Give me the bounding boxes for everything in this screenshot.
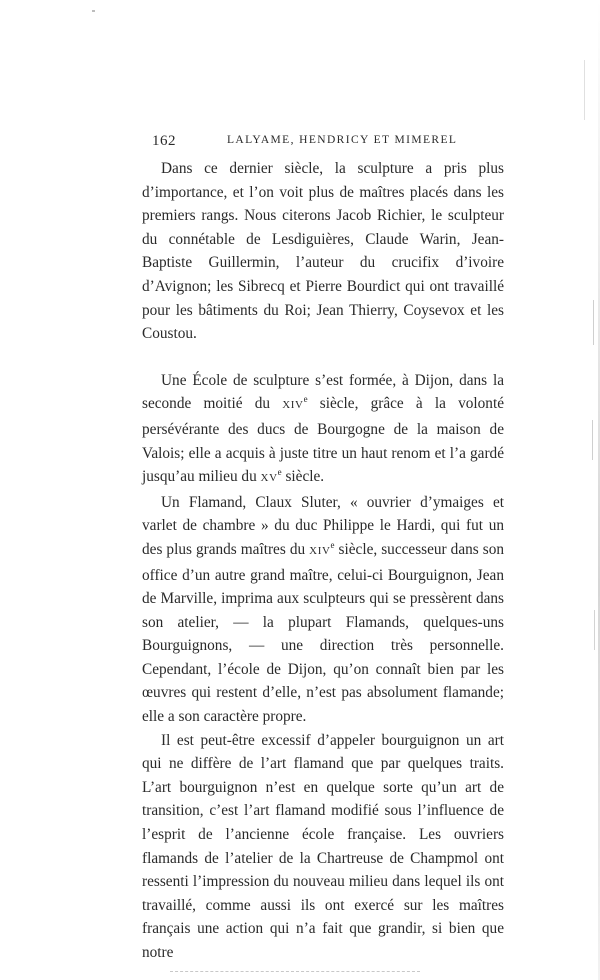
running-head: LALYAME, HENDRICY ET MIMEREL bbox=[227, 134, 458, 146]
scan-mark bbox=[92, 10, 95, 12]
paragraph-3 bbox=[142, 491, 504, 729]
paragraph-3-text-b: siècle, successeur dans son office d’un autre grand maître, celui-ci Bourguignon, Jean de Marville, imprima aux sculpteurs qui se pressèrent dans son atelier, — la plupart Flamands, quelques-uns Bourguignons, — une direction très personnelle. Cependant, l’école de Dijon, qu’on connaît bien par les œuvres qui restent d’elle, n’est pas absolument flamande; elle a son caractère propre. bbox=[142, 540, 504, 726]
paragraph-2 bbox=[142, 369, 504, 491]
century-suffix: e bbox=[330, 539, 335, 550]
page-header bbox=[152, 133, 507, 153]
scan-mark bbox=[584, 60, 585, 120]
paragraph-2-text-c: siècle. bbox=[281, 468, 325, 486]
page-bottom-edge bbox=[170, 971, 420, 973]
scan-mark bbox=[592, 420, 593, 460]
scan-mark bbox=[593, 300, 594, 345]
paragraph-1: Dans ce dernier siècle, la sculpture a pris plus d’importance, et l’on voit plus de maîtres placés dans les premiers rangs. Nous citerons Jacob Richier, le sculpteur du connétable de Lesdiguières, Claude Warin, Jean-Baptiste Guillermin, l’auteur du crucifix d’ivoire d’Avignon; les Sibrecq et Pierre Bourdict qui ont travaillé pour les bâtiments du Roi; Jean Thierry, Coysevox et les Coustou. bbox=[142, 160, 504, 343]
century-suffix: e bbox=[303, 394, 308, 405]
paragraph-4: Il est peut-être excessif d’appeler bourguignon un art qui ne diffère de l’art flamand que par quelques traits. L’art bourguignon n’est en quelque sorte qu’un art de transition, c’est l’art flamand modifié sous l’influence de l’esprit de l’ancienne école française. Les ouvriers flamands de l’atelier de la Chartreuse de Champmol ont ressenti l’impression du nouveau milieu dans lequel ils ont travaillé, comme aussi ils ont exercé sur les maîtres français une action qui n’a fait que grandir, si bien que notre bbox=[142, 731, 504, 961]
paragraph-2-text-a: Une École de sculpture s’est formée, à Dijon, dans la seconde moitié du bbox=[142, 371, 504, 413]
century-numeral: XV bbox=[260, 472, 278, 485]
century-numeral: XIV bbox=[309, 544, 331, 557]
body-text bbox=[142, 157, 504, 965]
page-number: 162 bbox=[152, 133, 176, 149]
century-suffix: e bbox=[277, 467, 282, 478]
paragraph-3-text-a: Un Flamand, Claux Sluter, « ouvrier d’ymaiges et varlet de chambre » du duc Philippe le Hardi, qui fut un des plus grands maîtres du bbox=[142, 493, 504, 558]
paragraph-2-text-b: siècle, grâce à la volonté persévérante des ducs de Bourgogne de la maison de Valois; elle a acquis à juste titre un haut renom et l’a gardé jusqu’au milieu du bbox=[142, 395, 504, 486]
century-numeral: XIV bbox=[282, 399, 304, 412]
scan-mark bbox=[594, 610, 595, 650]
